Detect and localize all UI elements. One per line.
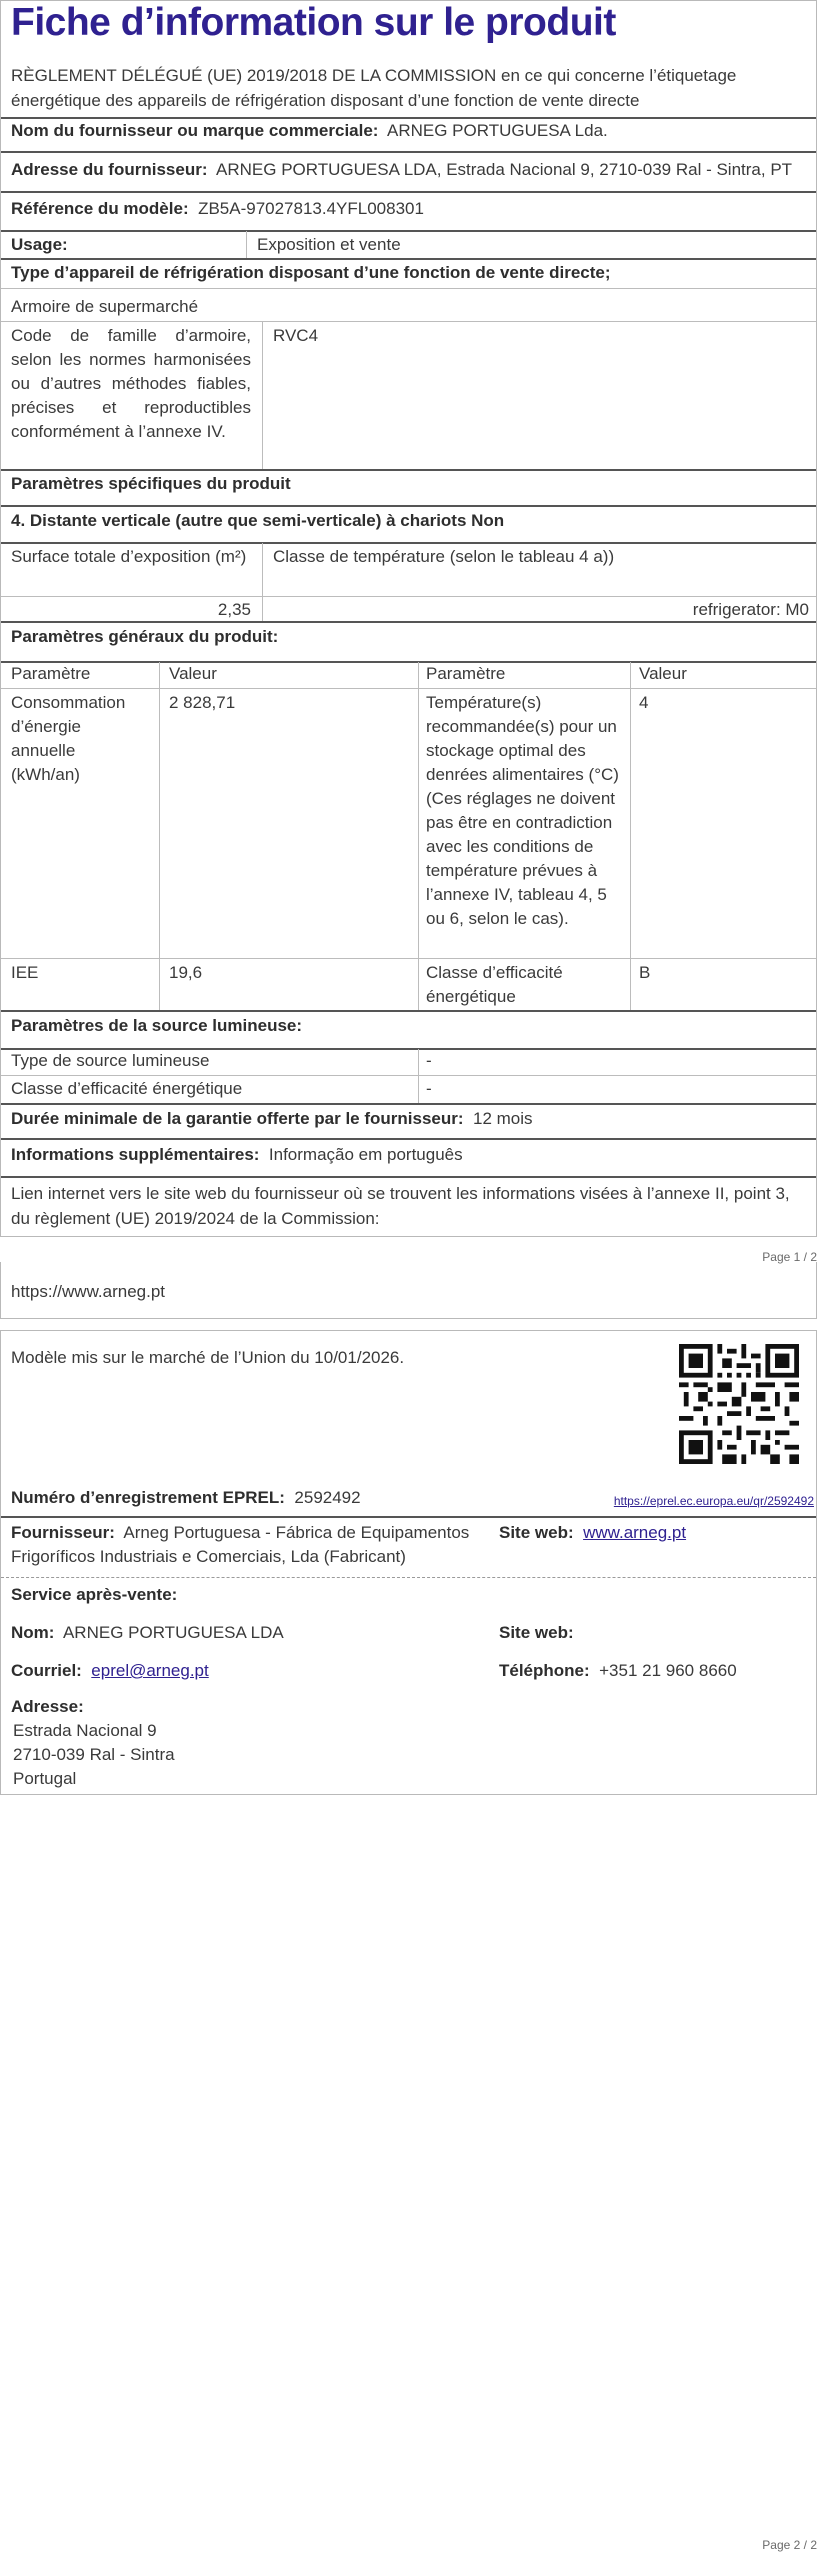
eprel-link[interactable]: https://eprel.ec.europa.eu/qr/2592492 — [613, 1494, 814, 1508]
specific-param-1: 4. Distante verticale (autre que semi-verticale) à chariots Non — [11, 511, 505, 530]
general-params-label: Paramètres généraux du produit: — [11, 627, 279, 646]
table-cell-class-label: Classe d’efficacité énergétique — [426, 963, 563, 1006]
adresse-label: Adresse: — [11, 1697, 84, 1716]
adresse-line-2: 2710-039 Ral - Sintra — [13, 1745, 175, 1764]
supplier-name-value: ARNEG PORTUGUESA Lda. — [386, 121, 608, 140]
supplier-block — [11, 1521, 491, 1569]
adresse-line-3: Portugal — [13, 1769, 77, 1788]
after-sales-label: Service après-vente: — [11, 1585, 178, 1604]
supplier-name-label: Nom du fournisseur ou marque commerciale: — [11, 121, 379, 140]
light-type-label: Type de source lumineuse — [11, 1051, 210, 1070]
display-area-label: Surface totale d’exposition (m²) — [11, 547, 247, 566]
table-header-param-2: Paramètre — [426, 664, 506, 683]
table-header-param-1: Paramètre — [11, 664, 91, 683]
market-date-text: Modèle mis sur le marché de l’Union du 10/01/2026. — [11, 1348, 405, 1367]
temp-class-value: refrigerator: M0 — [692, 600, 809, 619]
light-source-label: Paramètres de la source lumineuse: — [11, 1016, 303, 1035]
appliance-type-label: Type d’appareil de réfrigération disposant d’une fonction de vente directe; — [11, 263, 611, 282]
eprel-label: Numéro d’enregistrement EPREL: — [11, 1488, 285, 1507]
additional-info-label: Informations supplémentaires: — [11, 1145, 260, 1164]
model-ref-row — [1, 197, 816, 221]
regulation-text: RÈGLEMENT DÉLÉGUÉ (UE) 2019/2018 DE LA COMMISSION en ce qui concerne l’étiquetage énergétique des appareils de réfrigération disposant d’une fonction de vente directe — [11, 66, 737, 110]
table-cell-energy-label: Consommation d’énergie annuelle (kWh/an) — [11, 693, 126, 784]
light-class-value: - — [426, 1079, 432, 1098]
guarantee-value: 12 mois — [472, 1109, 533, 1128]
after-sales-phone — [499, 1659, 737, 1683]
specific-params-label: Paramètres spécifiques du produit — [11, 474, 291, 493]
site-web-link[interactable]: www.arneg.pt — [583, 1523, 687, 1542]
page-2 — [0, 1330, 817, 1795]
courriel-link[interactable]: eprel@arneg.pt — [91, 1661, 209, 1680]
table-cell-energy-value: 2 828,71 — [169, 693, 236, 712]
family-code-label: Code de famille d’armoire, selon les normes harmonisées ou d’autres méthodes fiables, précises et reproductibles conformément à l’annexe IV. — [11, 326, 251, 441]
additional-info-value: Informação em português — [268, 1145, 463, 1164]
table-cell-iee-label: IEE — [11, 963, 39, 982]
weblink-text: Lien internet vers le site web du fournisseur où se trouvent les informations visées à l’annexe II, point 3, du règlement (UE) 2019/2024 de la Commission: — [11, 1184, 790, 1228]
telephone-value: +351 21 960 8660 — [599, 1661, 737, 1680]
usage-value: Exposition et vente — [257, 235, 401, 254]
table-cell-class-value: B — [639, 963, 651, 982]
temp-class-label: Classe de température (selon le tableau 4 a)) — [273, 547, 615, 566]
supplier-address-label: Adresse du fournisseur: — [11, 160, 208, 179]
page-1-tail — [0, 1262, 817, 1319]
after-sales-name — [11, 1621, 284, 1645]
supplier-label: Fournisseur: — [11, 1523, 115, 1542]
site-web-block — [499, 1521, 686, 1545]
guarantee-row — [1, 1107, 816, 1131]
eprel-value: 2592492 — [294, 1488, 361, 1507]
table-header-value-1: Valeur — [169, 664, 217, 683]
page-title: Fiche d’information sur le produit — [11, 1, 616, 44]
supplier-name-row — [1, 119, 816, 143]
appliance-type-value: Armoire de supermarché — [11, 297, 199, 316]
site-web-label: Site web: — [499, 1523, 574, 1542]
adresse-line-1: Estrada Nacional 9 — [13, 1721, 157, 1740]
model-ref-value: ZB5A-97027813.4YFL008301 — [198, 199, 424, 218]
courriel-label: Courriel: — [11, 1661, 82, 1680]
page-number-2: Page 2 / 2 — [762, 2538, 817, 2552]
table-cell-temp-value: 4 — [639, 693, 649, 712]
eprel-row — [11, 1486, 361, 1510]
website-url[interactable]: https://www.arneg.pt — [11, 1282, 166, 1301]
page-number-1: Page 1 / 2 — [762, 1250, 817, 1264]
table-header-value-2: Valeur — [639, 664, 687, 683]
telephone-label: Téléphone: — [499, 1661, 590, 1680]
light-type-value: - — [426, 1051, 432, 1070]
usage-label: Usage: — [11, 235, 68, 254]
model-ref-label: Référence du modèle: — [11, 199, 189, 218]
nom-label: Nom: — [11, 1623, 55, 1642]
family-code-value: RVC4 — [273, 326, 319, 345]
guarantee-label: Durée minimale de la garantie offerte par le fournisseur: — [11, 1109, 464, 1128]
supplier-address-value: ARNEG PORTUGUESA LDA, Estrada Nacional 9, 2710-039 Ral - Sintra, PT — [216, 160, 793, 179]
after-sales-email — [11, 1659, 209, 1683]
light-class-label: Classe d’efficacité énergétique — [11, 1079, 243, 1098]
qr-code-icon — [679, 1344, 799, 1464]
page-1 — [0, 0, 817, 1237]
nom-value: ARNEG PORTUGUESA LDA — [62, 1623, 284, 1642]
additional-info-row — [1, 1143, 816, 1167]
table-cell-iee-value: 19,6 — [169, 963, 203, 982]
supplier-value: Arneg Portuguesa - Fábrica de Equipamentos Frigoríficos Industriais e Comerciais, Lda (Fabricant) — [11, 1523, 470, 1566]
after-sales-site-web-label: Site web: — [499, 1623, 574, 1642]
supplier-address-row — [1, 158, 816, 182]
table-cell-temp-label: Température(s) recommandée(s) pour un stockage optimal des denrées alimentaires (°C) (Ces réglages ne doivent pas être en contradiction avec les conditions de température prévues à l’annexe IV, tableau 4, 5 ou 6, selon le cas). — [426, 693, 619, 928]
display-area-value: 2,35 — [217, 600, 251, 619]
